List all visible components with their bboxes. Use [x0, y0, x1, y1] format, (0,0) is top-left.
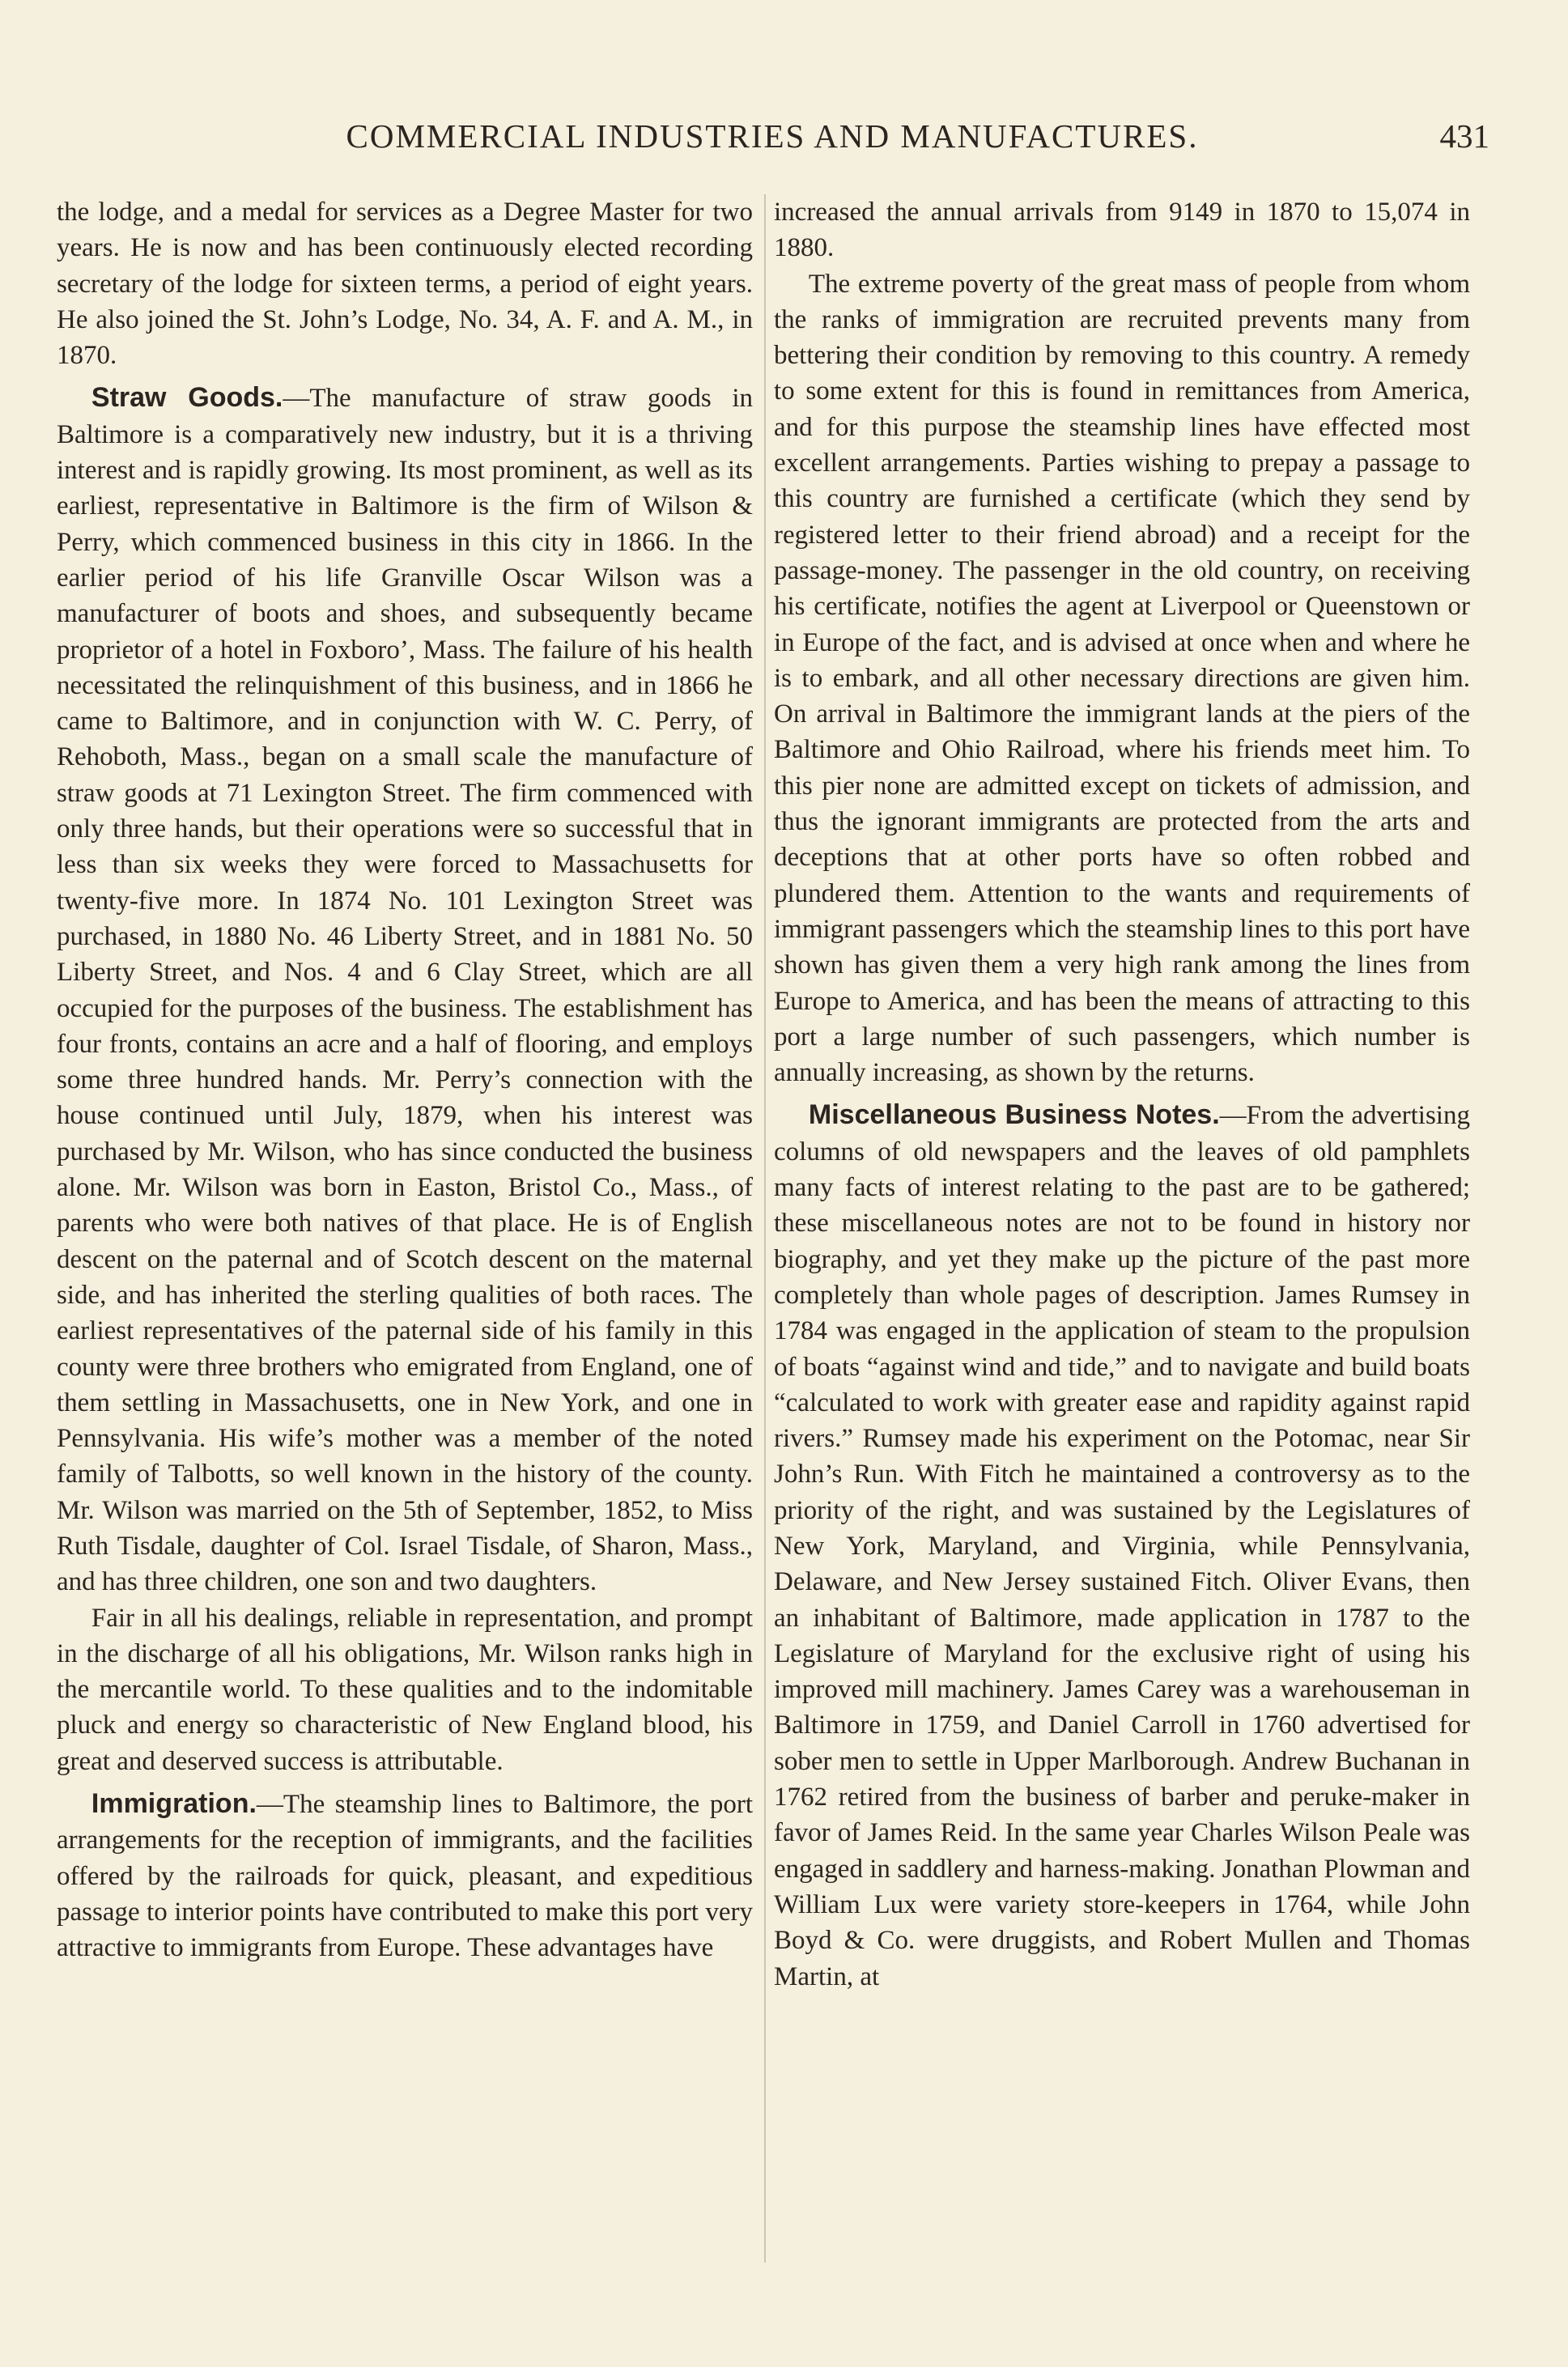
running-header [55, 112, 1489, 160]
miscellaneous-text: —From the advertising columns of old newspapers and the leaves of old pamphlets many facts of interest relating to the past are to be gathered; these miscellaneous notes are not to be found in history nor biography, and yet they make up the picture of the past more completely than whole pages of description. James Rumsey in 1784 was engaged in the application of steam to the propulsion of boats “against wind and tide,” and to navigate and build boats “calculated to work with greater ease and rapidity against rapid rivers.” Rumsey made his experiment on the Potomac, near Sir John’s Run. With Fitch he maintained a controversy as to the priority of the right, and was sustained by the Legislatures of New York, Maryland, and Virginia, while Pennsylvania, Delaware, and New Jersey sustained Fitch. Oliver Evans, then an inhabitant of Baltimore, made application in 1787 to the Legislature of Maryland for the exclusive right of using his improved mill machinery. James Carey was a warehouseman in Baltimore in 1759, and Daniel Carroll in 1760 advertised for sober men to settle in Upper Marlborough. Andrew Buchanan in 1762 retired from the business of barber and peruke-maker in favor of James Reid. In the same year Charles Wilson Peale was engaged in saddlery and harness-making. Jonathan Plowman and William Lux were variety store-keepers in 1764, while John Boyd & Co. were druggists, and Robert Mullen and Thomas Martin, at [774, 1101, 1470, 1991]
straw-goods-text: —The manufacture of straw goods in Baltimore is a comparatively new industry, but it is a thriving interest and is rapidly growing. Its most prominent, as well as its earliest, representative in Baltimore is the firm of Wilson & Perry, which commenced business in this city in 1866. In the earlier period of his life Granville Oscar Wilson was a manufacturer of boots and shoes, and subsequently became proprietor of a hotel in Foxboro’, Mass. The failure of his health necessitated the relinquishment of this business, and in 1866 he came to Baltimore, and in conjunction with W. C. Perry, of Rehoboth, Mass., began on a small scale the manufacture of straw goods at 71 Lexington Street. The firm commenced with only three hands, but their operations were so successful that in less than six weeks they were forced to Massachusetts for twenty-five more. In 1874 No. 101 Lexington Street was purchased, in 1880 No. 46 Liberty Street, and in 1881 No. 50 Liberty Street, and Nos. 4 and 6 Clay Street, which are all occupied for the purposes of the business. The establishment has four fronts, contains an acre and a half of flooring, and employs some three hundred hands. Mr. Perry’s connection with the house continued until July, 1879, when his interest was purchased by Mr. Wilson, who has since conducted the business alone. Mr. Wilson was born in Easton, Bristol Co., Mass., of parents who were both natives of that place. He is of English descent on the paternal and of Scotch descent on the maternal side, and has inherited the sterling qualities of both races. The earliest representatives of the paternal side of his family in this county were three brothers who emigrated from England, one of them settling in Massachusetts, one in New York, and one in Pennsylvania. His wife’s mother was a member of the noted family of Talbotts, so well known in the history of the county. Mr. Wilson was married on the 5th of September, 1852, to Miss Ruth Tisdale, daughter of Col. Israel Tisdale, of Sharon, Mass., and has three children, one son and two daughters. [57, 384, 754, 1597]
paragraph-wilson-character: Fair in all his dealings, reliable in representation, and prompt in the discharge of all his obligations, Mr. Wilson ranks high in the mercantile world. To these qualities and to the indomitable pluck and energy so characteristic of New England blood, his great and deserved success is attributable. [57, 1603, 753, 1776]
section-heading-immigration: Immigration. [91, 1788, 257, 1820]
paragraph-miscellaneous [774, 1097, 1470, 1994]
section-heading-miscellaneous: Miscellaneous Business Notes. [808, 1099, 1220, 1131]
page-number: 431 [1439, 117, 1489, 155]
immigration-text: —The steamship lines to Baltimore, the port arrangements for the reception of immigrants, and the facilities offered by the railroads for quick, pleasant, and expeditious passage to interior points have contributed to make this port very attractive to immigrants from Europe. These advantages have [57, 1790, 753, 1963]
paragraph-lodge-continuation: the lodge, and a medal for services as a Degree Master for two years. He is now and has been continuously elected recording secretary of the lodge for sixteen terms, a period of eight years. He also joined the St. John’s Lodge, No. 34, A. F. and A. M., in 1870. [57, 198, 753, 371]
column-divider [764, 194, 766, 2263]
paragraph-straw-goods [57, 380, 753, 1600]
section-heading-straw-goods: Straw Goods. [91, 382, 283, 414]
left-column [57, 194, 753, 1966]
right-column [774, 194, 1470, 1995]
paragraph-immigration-continuation: increased the annual arrivals from 9149 in 1870 to 15,074 in 1880. [774, 198, 1470, 263]
running-head-title: COMMERCIAL INDUSTRIES AND MANUFACTURES. [346, 117, 1199, 155]
paragraph-remittances: The extreme poverty of the great mass of people from whom the ranks of immigration are recruited prevents many from bettering their condition by removing to this country. A remedy to some extent for this is found in remittances from America, and for this purpose the steamship lines have effected most excellent arrangements. Parties wishing to prepay a passage to this country are furnished a certificate (which they send by registered letter to their friend abroad) and a receipt for the passage-money. The passenger in the old country, on receiving his certificate, notifies the agent at Liverpool or Queenstown or in Europe of the fact, and is advised at once when and where he is to embark, and all other necessary directions are given him. On arrival in Baltimore the immigrant lands at the piers of the Baltimore and Ohio Railroad, where his friends meet him. To this pier none are admitted except on tickets of admission, and thus the ignorant immigrants are protected from the arts and deceptions that at other ports have so often robbed and plundered them. Attention to the wants and requirements of immigrant passengers which the steamship lines to this port have shown has given them a very high rank among the lines from Europe to America, and has been the means of attracting to this port a large number of such passengers, which number is annually increasing, as shown by the returns. [774, 269, 1470, 1088]
paragraph-immigration [57, 1786, 753, 1965]
